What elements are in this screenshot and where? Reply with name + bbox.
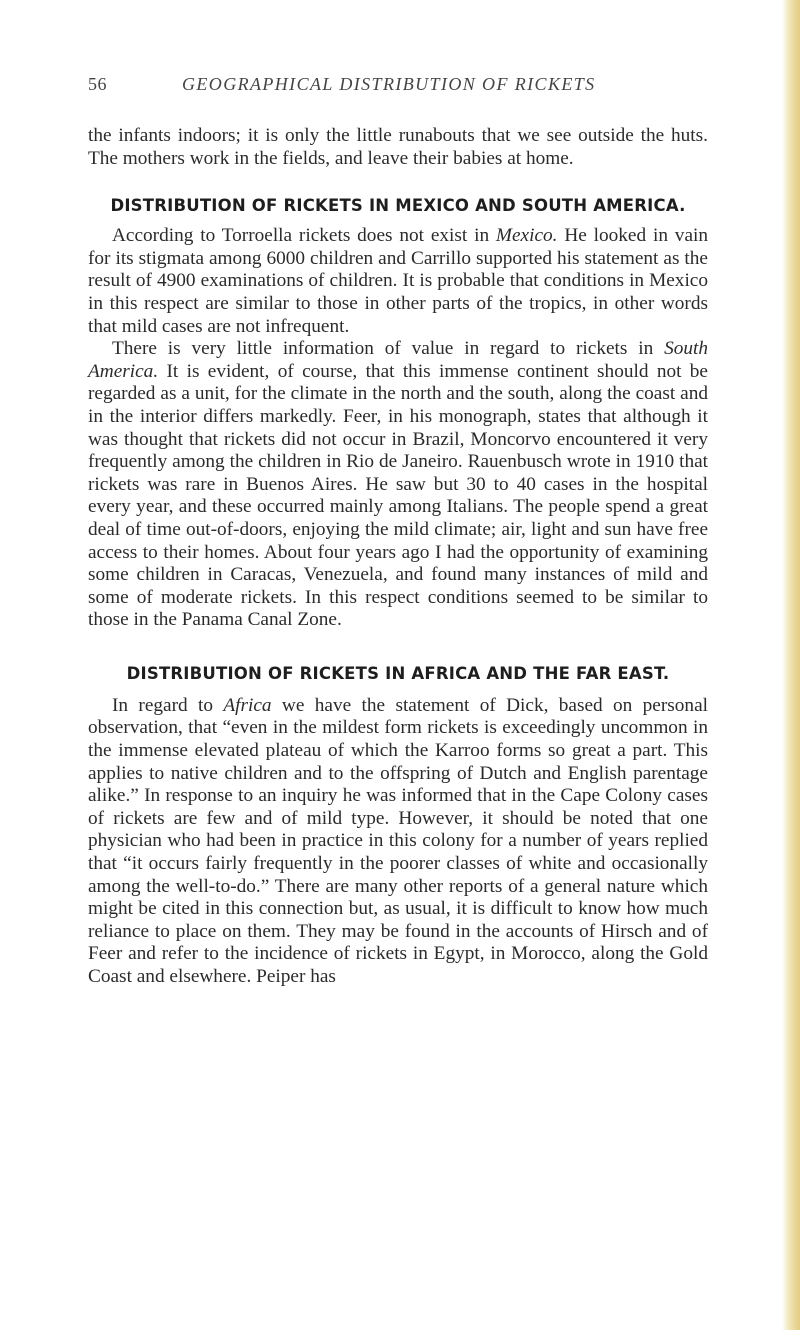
paragraph-text: It is evident, of course, that this immense continent should not be regarded as a unit, for the climate in the north and the south, along the coast and in the interior differs markedly. Feer, in his monograph, states that although it was thought that rickets did not occur in Brazil, Moncorvo encountered it very frequently among the children in Rio de Janeiro. Rauenbusch wrote in 1910 that rickets was rare in Buenos Aires. He saw but 30 to 40 cases in the hospital every year, and these occurred mainly among Italians. The people spend a great deal of time out-of-doors, enjoying the mild climate; air, light and sun have free access to their homes. About four years ago I had the opportunity of examining some children in Caracas, Venezuela, and found many instances of mild and some of moderate rickets. In this respect conditions seemed to be similar to those in the Panama Canal Zone. (88, 360, 708, 631)
page-edge (782, 0, 800, 1330)
paragraph-text: There is very little information of value in regard to rickets in (112, 338, 665, 360)
paragraph-africa (88, 695, 708, 989)
emphasis-mexico: Mexico. (495, 225, 558, 247)
paragraph-text: we have the statement of Dick, based on personal observation, that “even in the mildest form rickets is exceedingly uncommon in the immense elevated plateau of which the Karroo forms so great a part. This applies to native children and to the offspring of Dutch and English parentage alike.” In response to an inquiry he was informed that in the Cape Colony cases of rickets are few and of mild type. However, it should be noted that one physician who had been in practice in this colony for a number of years replied that “it occurs fairly frequently in the poorer classes of white and occasionally among the well-to-do.” There are many other reports of a general nature which might be cited in this connection but, as usual, it is difficult to know how much reliance to place on them. They may be found in the accounts of Hirsch and of Feer and refer to the incidence of rickets in Egypt, in Morocco, along the Gold Coast and elsewhere. Peiper has (88, 694, 708, 987)
emphasis-africa: Africa (223, 694, 272, 716)
section-heading-africa-far-east: DISTRIBUTION OF RICKETS IN AFRICA AND THE FAR EAST. (126, 663, 670, 683)
page-number: 56 (88, 74, 107, 94)
section-heading-mexico-south-america: DISTRIBUTION OF RICKETS IN MEXICO AND SOUTH AMERICA. (110, 196, 686, 216)
page-body (88, 125, 708, 989)
paragraph-south-america (88, 338, 708, 632)
running-title: GEOGRAPHICAL DISTRIBUTION OF RICKETS (182, 74, 596, 94)
paragraph-mexico (88, 225, 708, 338)
opening-paragraph: the infants indoors; it is only the little runabouts that we see outside the huts. The mothers work in the fields, and leave their babies at home. (88, 125, 708, 169)
emphasis-south-america: South America. (88, 338, 708, 382)
paragraph-text: In regard to (112, 694, 224, 716)
running-header (88, 74, 708, 102)
paragraph-text: He looked in vain for its stigmata among 6000 children and Carrillo supported his statement as the result of 4900 examinations of children. It is probable that conditions in Mexico in this respect are similar to those in other parts of the tropics, in other words that mild cases are not infrequent. (88, 225, 708, 337)
paragraph-text: According to Torroella rickets does not exist in (112, 225, 496, 247)
